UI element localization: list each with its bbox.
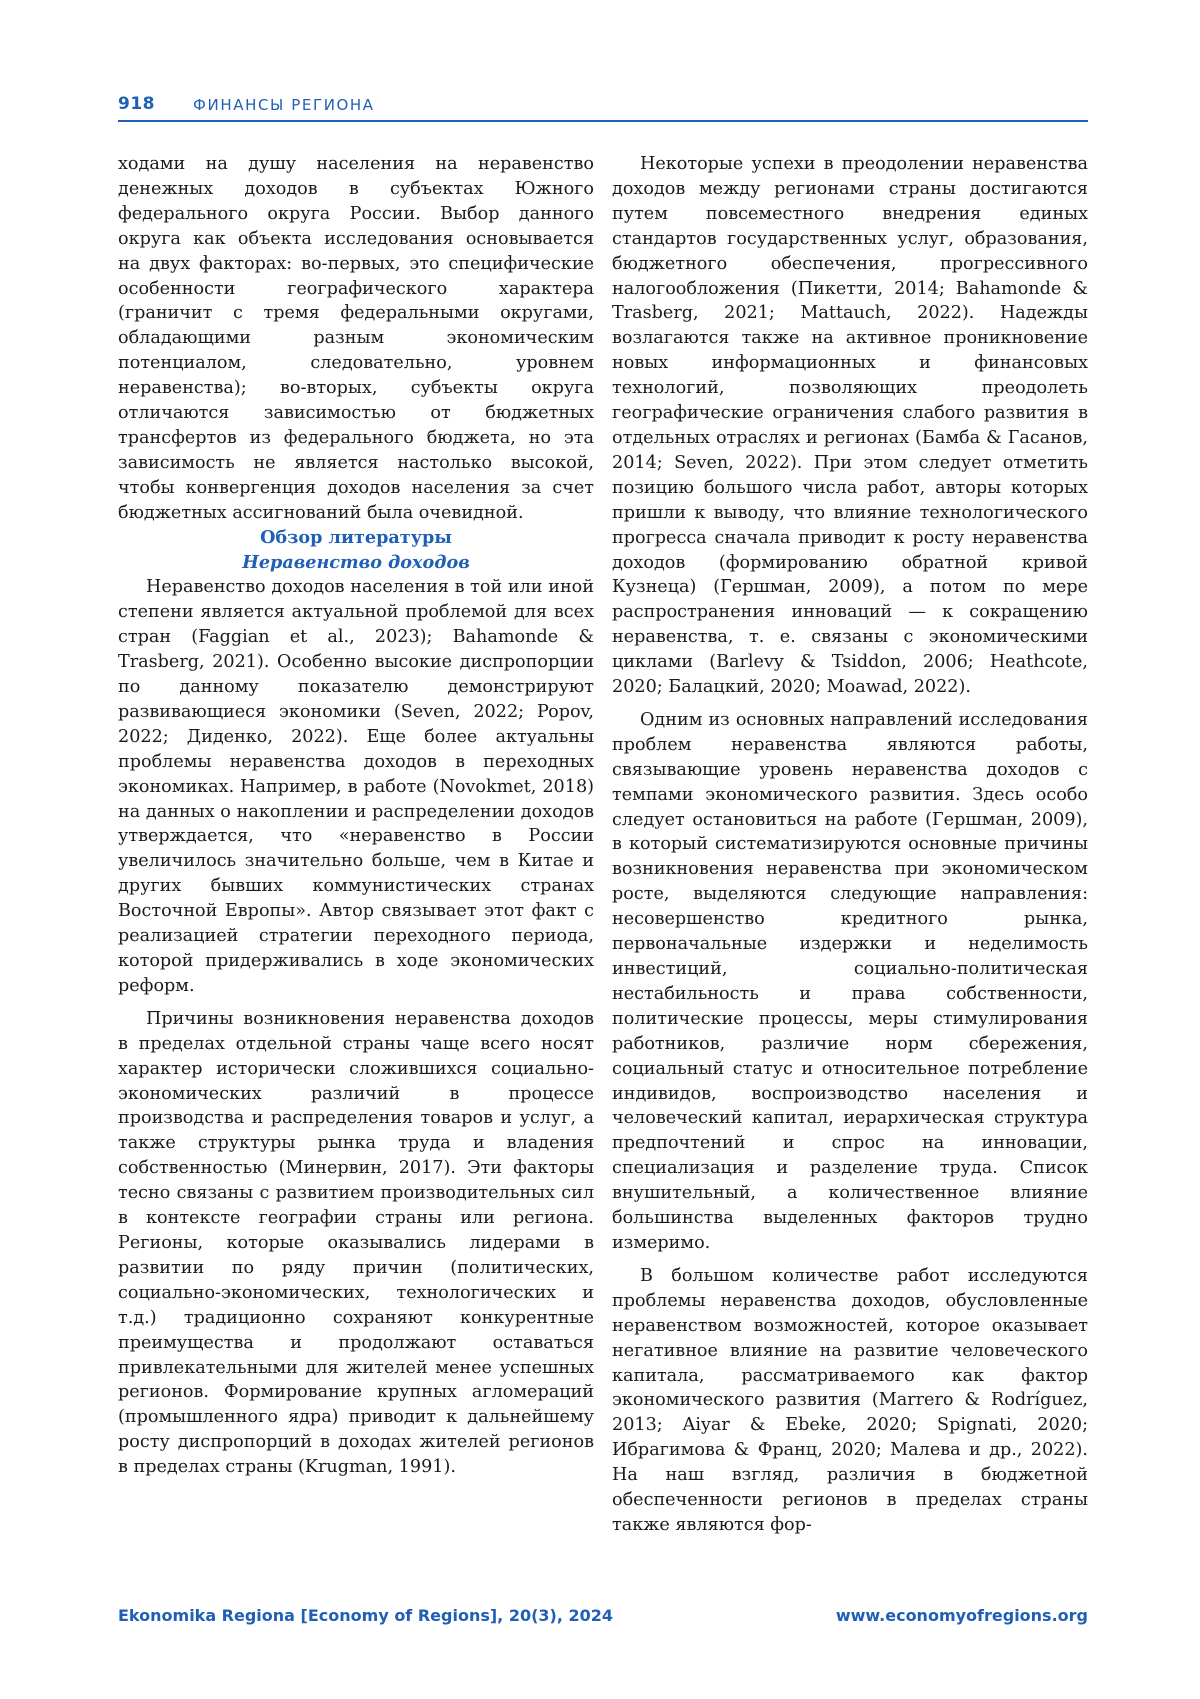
subsection-heading: Неравенство доходов: [242, 551, 470, 573]
paragraph: Одним из основных направлений исследования проблем неравенства являются работы, связывающие уровень неравенства доходов с темпами экономического развития. Здесь особо следует остановиться на работе (Гершман, 2009), в который систематизируются основные причины возникновения неравенства при экономическом росте, выделяются следующие направления: несовершенство кредитного рынка, первоначальные издержки и неделимость инвестиций, социально-политическая нестабильность и права собственности, политические процессы, меры стимулирования работников, различие норм сбережения, социальный статус и относительное потребление индивидов, воспроизводство населения и человеческий капитал, иерархическая структура предпочтений и спрос на инновации, специализация и разделение труда. Список внушительный, а количественное влияние большинства выделенных факторов трудно измеримо.: [612, 709, 1088, 1253]
page-number: 918: [118, 94, 155, 114]
left-column: [118, 152, 594, 1480]
paragraph: Причины возникновения неравенства доходов в пределах отдельной страны чаще всего носят характер исторически сложившихся социально-экономических различий в процессе производства и распределения товаров и услуг, а также структуры рынка труда и владения собственностью (Минервин, 2017). Эти факторы тесно связаны с развитием производительных сил в контексте географии страны или региона. Регионы, которые оказывались лидерами в развитии по ряду причин (политических, социально-экономических, технологических и т.д.) традиционно сохраняют конкурентные преимущества и продолжают оставаться привлекательными для жителей менее успешных регионов. Формирование крупных агломераций (промышленного ядра) приводит к дальнейшему росту диспропорций в доходах жителей регионов в пределах страны (Krugman, 1991).: [118, 1008, 594, 1478]
journal-citation: Ekonomika Regiona [Economy of Regions], 20(3), 2024: [118, 1606, 614, 1625]
paragraph: В большом количестве работ исследуются проблемы неравенства доходов, обусловленные неравенством возможностей, которое оказывает негативное влияние на развитие человеческого капитала, рассматриваемого как фактор экономического развития (Marrero & Rodríguez, 2013; Aiyar & Ebeke, 2020; Spignati, 2020; Ибрагимова & Франц, 2020; Малева и др., 2022). На наш взгляд, различия в бюджетной обеспеченности регионов в пределах страны также являются фор-: [612, 1265, 1088, 1535]
paragraph: Некоторые успехи в преодолении неравенства доходов между регионами страны достигаются путем повсеместного внедрения единых стандартов государственных услуг, образования, бюджетного обеспечения, прогрессивного налогообложения (Пикетти, 2014; Bahamonde & Trasberg, 2021; Mattauch, 2022). Надежды возлагаются также на активное проникновение новых информационных и финансовых технологий, позволяющих преодолеть географические ограничения слабого развития в отдельных отраслях и регионах (Бамба & Гасанов, 2014; Seven, 2022). При этом следует отметить позицию большого числа работ, авторы которых пришли к выводу, что влияние технологического прогресса сначала приводит к росту неравенства доходов (формированию обратной кривой Кузнеца) (Гершман, 2009), а потом по мере распространения инноваций — к сокращению неравенства, т. е. связаны с экономическими циклами (Barlevy & Tsiddon, 2006; Heathcote, 2020; Балацкий, 2020; Moawad, 2022).: [612, 154, 1088, 698]
right-column: [612, 152, 1088, 1538]
section-heading: Обзор литературы: [260, 526, 452, 548]
running-header: [118, 86, 1088, 122]
journal-section-title: ФИНАНСЫ РЕГИОНА: [193, 96, 375, 114]
paragraph: ходами на душу населения на неравенство денежных доходов в субъектах Южного федерального округа России. Выбор данного округа как объекта исследования основывается на двух факторах: во-первых, это специфические особенности географического характера (граничит с тремя федеральными округами, обладающими разным экономическим потенциалом, следовательно, уровнем неравенства); во-вторых, субъекты округа отличаются зависимостью от бюджетных трансфертов из федерального бюджета, но эта зависимость не является настолько высокой, чтобы конвергенция доходов населения за счет бюджетных ассигнований была очевидной.: [118, 154, 594, 523]
journal-website-link[interactable]: www.economyofregions.org: [835, 1606, 1088, 1625]
paragraph: Неравенство доходов населения в той или иной степени является актуальной проблемой для всех стран (Faggian et al., 2023); Bahamonde & Trasberg, 2021). Особенно высокие диспропорции по данному показателю демонстрируют развивающиеся экономики (Seven, 2022; Popov, 2022; Диденко, 2022). Еще более актуальны проблемы неравенства доходов в переходных экономиках. Например, в работе (Novokmet, 2018) на данных о накоплении и распределении доходов утверждается, что «неравенство в России увеличилось значительно больше, чем в Китае и других бывших коммунистических странах Восточной Европы». Автор связывает этот факт с реализацией стратегии переходного периода, которой придерживались в ходе экономических реформ.: [118, 577, 594, 996]
running-footer: [118, 1606, 1088, 1625]
